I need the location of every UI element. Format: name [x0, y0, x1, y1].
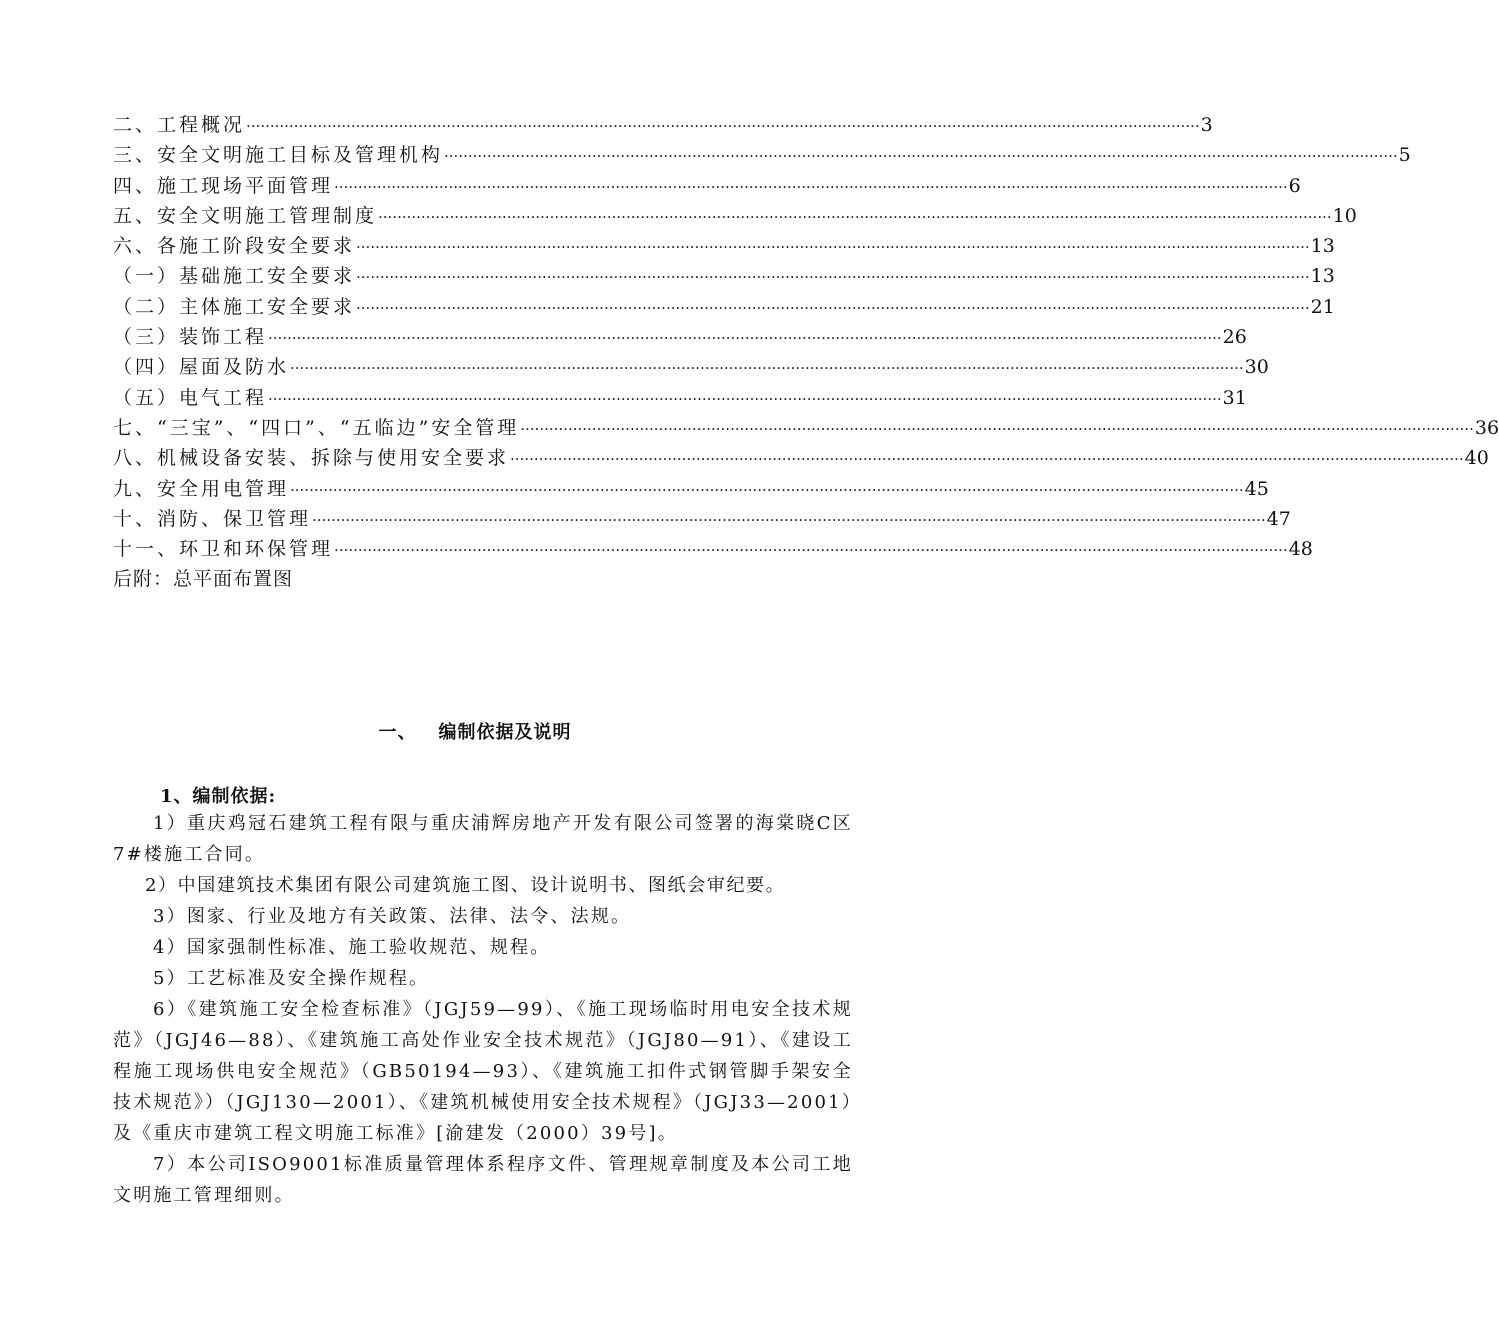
- toc-entry-page: 13: [1310, 265, 1335, 288]
- toc-entry-page: 21: [1310, 295, 1335, 318]
- toc-entry-title: 十一、环卫和环保管理: [113, 538, 334, 561]
- toc-entry[interactable]: [113, 534, 1313, 564]
- body-paragraph: 4）国家强制性标准、施工验收规范、规程。: [153, 937, 551, 958]
- toc-entry-page: 30: [1244, 356, 1269, 379]
- toc-entry-title: 六、各施工阶段安全要求: [113, 235, 356, 258]
- section-heading: [0, 718, 950, 744]
- toc-entry-title: （四）屋面及防水: [113, 356, 290, 379]
- toc-leader-dots: ········································································································································································································: [246, 117, 1200, 135]
- toc-entry[interactable]: [113, 171, 1301, 201]
- toc-entry[interactable]: [113, 261, 1335, 291]
- toc-leader-dots: ········································································································································································································: [520, 419, 1474, 438]
- toc-entry[interactable]: [113, 352, 1269, 382]
- toc-entry-title: 十、消防、保卫管理: [113, 507, 312, 530]
- toc-entry-page: 13: [1310, 235, 1335, 258]
- table-of-contents: [113, 110, 1499, 595]
- toc-entry[interactable]: [113, 474, 1269, 504]
- body-paragraph: 5）工艺标准及安全操作规程。: [153, 968, 430, 989]
- toc-entry[interactable]: [113, 322, 1247, 352]
- toc-leader-dots: ········································································································································································································: [378, 207, 1332, 226]
- toc-entry[interactable]: [113, 292, 1335, 322]
- toc-leader-dots: ········································································································································································································: [268, 329, 1222, 348]
- section-title: 编制依据及说明: [438, 722, 572, 743]
- toc-entry-title: （五）电气工程: [113, 386, 268, 409]
- toc-leader-dots: ········································································································································································································: [356, 298, 1310, 317]
- toc-leader-dots: ········································································································································································································: [268, 389, 1222, 408]
- toc-entry-title: 三、安全文明施工目标及管理机构: [113, 144, 444, 167]
- toc-entry-page: 45: [1244, 477, 1269, 500]
- toc-leader-dots: ········································································································································································································: [510, 450, 1464, 469]
- toc-entry[interactable]: [113, 413, 1499, 443]
- toc-entry-page: 3: [1200, 114, 1213, 136]
- section-number: 一、: [378, 722, 417, 743]
- toc-entry[interactable]: [113, 383, 1247, 413]
- toc-entry-page: 47: [1266, 507, 1291, 530]
- body-paragraph: 3）图家、行业及地方有关政策、法律、法令、法规。: [153, 906, 632, 927]
- toc-entry-page: 36: [1474, 416, 1499, 439]
- toc-entry-title: 四、施工现场平面管理: [113, 174, 334, 197]
- toc-entry-title: 五、安全文明施工管理制度: [113, 204, 378, 227]
- toc-leader-dots: ········································································································································································································: [290, 480, 1244, 499]
- toc-entry-title: （二）主体施工安全要求: [113, 295, 356, 318]
- toc-leader-dots: ········································································································································································································: [290, 359, 1244, 378]
- toc-entry-title: 八、机械设备安装、拆除与使用安全要求: [113, 447, 510, 470]
- toc-entry-page: 48: [1288, 538, 1313, 561]
- toc-entry-title: （一）基础施工安全要求: [113, 265, 356, 288]
- body-paragraph: 6）《建筑施工安全检查标准》（JGJ59—99）、《施工现场临时用电安全技术规范》（JGJ46—88）、《建筑施工高处作业安全技术规范》（JGJ80—91）、《建设工程施工现场供电安全规范》（GB50194—93）、《建筑施工扣件式钢管脚手架安全技术规范》）（JGJ130—2001）、《建筑机械使用安全技术规程》（JGJ33—2001）及《重庆市建筑工程文明施工标准》[渝建发（2000）39号]。: [113, 999, 853, 1144]
- toc-leader-dots: ········································································································································································································: [312, 510, 1266, 529]
- toc-entry-page: 31: [1222, 386, 1247, 409]
- toc-entry-title: 二、工程概况: [113, 114, 246, 136]
- toc-appendix-text: 后附：总平面布置图: [113, 568, 294, 591]
- toc-appendix: [113, 564, 853, 594]
- toc-entry[interactable]: [113, 504, 1291, 534]
- toc-entry-title: （三）装饰工程: [113, 326, 268, 349]
- toc-leader-dots: ········································································································································································································: [356, 238, 1310, 257]
- body-paragraph: 1）重庆鸡冠石建筑工程有限与重庆浦辉房地产开发有限公司签署的海棠晓C区7#楼施工合同。: [113, 813, 853, 865]
- body-paragraph: 2）中国建筑技术集团有限公司建筑施工图、设计说明书、图纸会审纪要。: [145, 875, 786, 896]
- toc-entry-page: 5: [1398, 144, 1411, 167]
- toc-entry-page: 10: [1332, 204, 1357, 227]
- toc-entry-title: 九、安全用电管理: [113, 477, 290, 500]
- toc-leader-dots: ········································································································································································································: [444, 147, 1398, 166]
- toc-entry[interactable]: [113, 231, 1335, 261]
- toc-entry-page: 26: [1222, 326, 1247, 349]
- document-body: [113, 808, 853, 1211]
- body-paragraph: 7）本公司ISO9001标准质量管理体系程序文件、管理规章制度及本公司工地文明施工管理细则。: [113, 1154, 853, 1206]
- toc-leader-dots: ········································································································································································································: [356, 268, 1310, 287]
- toc-entry-page: 6: [1288, 174, 1301, 197]
- toc-leader-dots: ········································································································································································································: [334, 541, 1288, 560]
- toc-leader-dots: ········································································································································································································: [334, 177, 1288, 196]
- toc-entry[interactable]: [113, 110, 1213, 140]
- toc-entry[interactable]: [113, 201, 1357, 231]
- toc-entry-page: 40: [1464, 447, 1489, 470]
- toc-entry[interactable]: [113, 140, 1411, 170]
- toc-entry[interactable]: [113, 443, 1489, 473]
- toc-entry-title: 七、“三宝”、“四口”、“五临边”安全管理: [113, 416, 520, 439]
- subsection-heading: 1、编制依据:: [160, 786, 277, 807]
